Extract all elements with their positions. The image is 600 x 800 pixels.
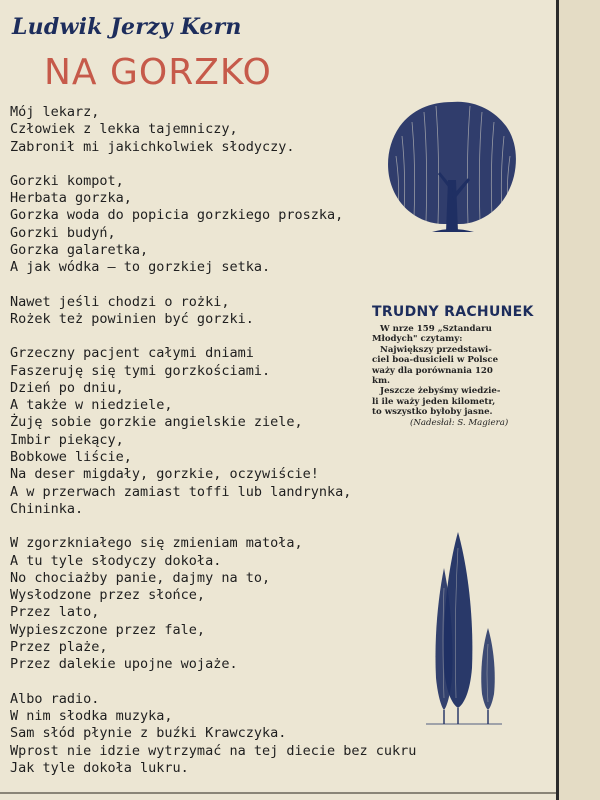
- poem-line: Przez plaże,: [10, 639, 108, 656]
- sidebar-line: Największy przedstawi-: [380, 344, 492, 355]
- poem-line: Przez dalekie upojne wojaże.: [10, 656, 238, 673]
- poem-stanza: [10, 535, 460, 673]
- poem-line: Żuję sobie gorzkie angielskie ziele,: [10, 414, 303, 431]
- poem-stanza: [10, 691, 460, 777]
- page-margin-strip: [559, 0, 600, 800]
- poem-line: Gorzka galaretka,: [10, 242, 149, 259]
- poem-line: Rożek też powinien być gorzki.: [10, 310, 254, 327]
- poem-line: Imbir piekący,: [10, 431, 124, 448]
- author-name: Ludwik Jerzy Kern: [12, 14, 242, 40]
- poem-line: Gorzki budyń,: [10, 224, 116, 241]
- sidebar-line: Młodych" czytamy:: [372, 334, 463, 345]
- bottom-rule: [0, 792, 556, 794]
- poem-line: Mój lekarz,: [10, 104, 100, 120]
- poem-line: Wprost nie idzie wytrzymać na tej diecie bez cukru: [10, 742, 417, 759]
- poem-line: Dzień po dniu,: [10, 379, 124, 396]
- poem-line: Herbata gorzka,: [10, 190, 132, 207]
- poem-line: Wysłodzone przez słońce,: [10, 587, 206, 604]
- poem-line: A także w niedziele,: [10, 397, 173, 414]
- poem-line: Nawet jeśli chodzi o rożki,: [10, 293, 230, 310]
- poem-line: Faszeruję się tymi gorzkościami.: [10, 362, 271, 379]
- poem-line: Jak tyle dokoła lukru.: [10, 759, 189, 776]
- sidebar-line: ciel boa-dusicieli w Polsce: [372, 355, 499, 366]
- sidebar-text: [372, 324, 548, 428]
- poem-line: Na deser migdały, gorzkie, oczywiście!: [10, 466, 319, 483]
- cypress-trees-icon: [414, 528, 506, 728]
- sidebar-line: li ile waży jeden kilometr,: [372, 396, 496, 407]
- poem-line: Przez lato,: [10, 604, 100, 621]
- sidebar-line: to wszystko byłoby jasne.: [372, 407, 493, 418]
- weeping-willow-tree-icon: [382, 96, 522, 238]
- poem-line: W nim słodka muzyka,: [10, 707, 173, 724]
- poem-line: Sam słód płynie z buźki Krawczyka.: [10, 725, 287, 742]
- poem-line: Zabronił mi jakichkolwiek słodyczy.: [10, 138, 295, 155]
- poem-line: Gorzka woda do popicia gorzkiego proszka,: [10, 207, 344, 224]
- sidebar-line: waży dla porównania 120: [372, 365, 493, 376]
- article-title: NA GORZKO: [44, 52, 272, 93]
- poem-line: Grzeczny pacjent całymi dniami: [10, 345, 254, 362]
- poem-line: No chociażby panie, dajmy na to,: [10, 569, 271, 586]
- poem-line: Człowiek z lekka tajemniczy,: [10, 121, 238, 138]
- poem-line: Gorzki kompot,: [10, 172, 124, 189]
- poem-line: Wypieszczone przez fale,: [10, 621, 206, 638]
- poem-line: A w przerwach zamiast toffi lub landrynka,: [10, 483, 352, 500]
- poem-line: A jak wódka — to gorzkiej setka.: [10, 259, 271, 276]
- sidebar-line: km.: [372, 376, 391, 387]
- sidebar-title: TRUDNY RACHUNEK: [372, 304, 534, 320]
- sidebar-box: [372, 304, 548, 428]
- poem-line: Albo radio.: [10, 690, 100, 707]
- poem-line: A tu tyle słodyczy dokoła.: [10, 552, 222, 569]
- poem-line: Bobkowe liście,: [10, 449, 132, 466]
- poem-line: W zgorzkniałego się zmieniam matoła,: [10, 535, 303, 552]
- sidebar-line: Jeszcze żebyśmy wiedzie-: [380, 386, 501, 397]
- sidebar-line: W nrze 159 „Sztandaru: [380, 324, 492, 334]
- poem-line: Chininka.: [10, 500, 84, 517]
- sidebar-signature: (Nadesłał: S. Magiera): [410, 417, 509, 428]
